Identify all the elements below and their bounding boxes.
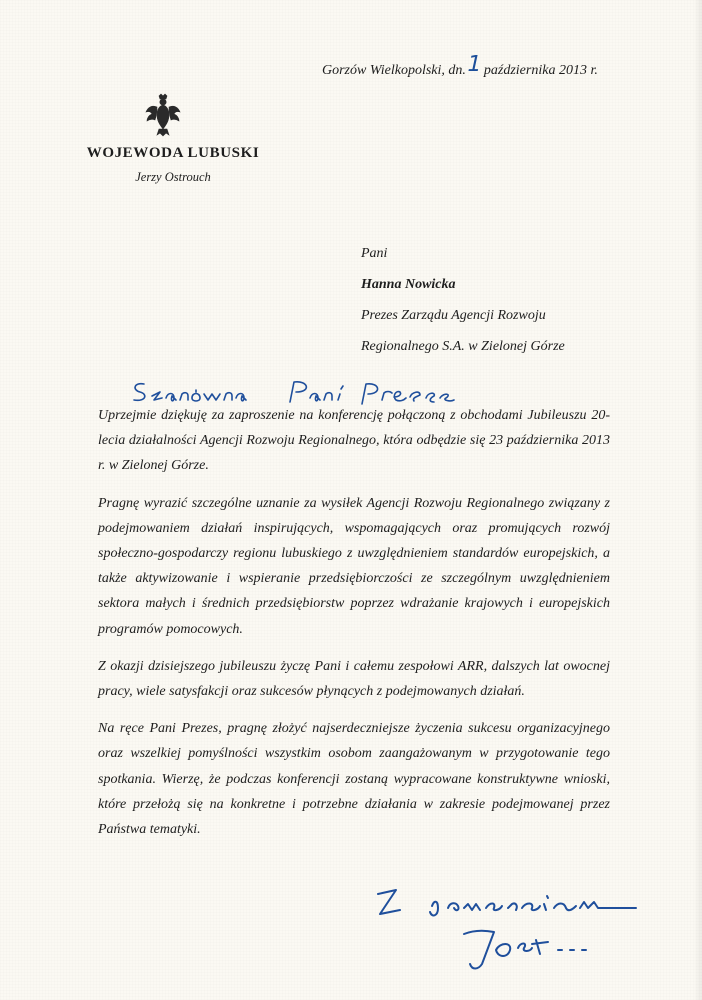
polish-eagle-emblem-icon (145, 93, 181, 137)
recipient-position-line2: Regionalnego S.A. w Zielonej Górze (361, 339, 565, 354)
body-paragraph-3: Z okazji dzisiejszego jubileuszu życzę Pani i całemu zespołowi ARR, dalszych lat owocnej pracy, wiele satysfakcji oraz sukcesów płynących z podejmowanych działań. (98, 658, 610, 700)
recipient-block (361, 246, 565, 370)
handwritten-closing-signature (372, 880, 642, 990)
recipient-salutation-word: Pani (361, 246, 388, 261)
sender-name: Jerzy Ostrouch (135, 170, 211, 184)
recipient-name: Hanna Nowicka (361, 277, 456, 292)
body-paragraph-1: Uprzejmie dziękuję za zaproszenie na konferencję połączoną z obchodami Jubileuszu 20-lecia działalności Agencji Rozwoju Regionalnego, która odbędzie się 23 października 2013 r. w Zielonej Górze. (98, 408, 610, 474)
date-prefix: Gorzów Wielkopolski, dn. (322, 63, 466, 78)
page-edge-shadow (694, 0, 702, 1000)
letter-body (98, 403, 610, 854)
body-paragraph-4: Na ręce Pani Prezes, pragnę złożyć najserdeczniejsze życzenia sukcesu organizacyjnego oraz wszelkiej pomyślności wszystkim osobom zaangażowanym w przygotowanie tego spotkania. Wierzę, że podczas konferencji zostaną wypracowane konstruktywne wnioski, które przełożą się na konkretne i potrzebne działania w zakresie podejmowanej przez Państwa tematyki. (98, 721, 610, 838)
sender-title: WOJEWODA LUBUSKI (86, 145, 260, 161)
date-suffix: października 2013 r. (483, 63, 598, 78)
recipient-position-line1: Prezes Zarządu Agencji Rozwoju (361, 308, 546, 323)
date-day-handwritten: 1 (464, 52, 484, 77)
date-line (322, 52, 642, 79)
body-paragraph-2: Pragnę wyrazić szczególne uznanie za wysiłek Agencji Rozwoju Regionalnego związany z podejmowaniem działań inspirujących, wspomagających oraz promujących rozwój społeczno-gospodarczy regionu lubuskiego z uwzględnieniem standardów europejskich, a także aktywizowanie i wspieranie przedsiębiorczości ze szczególnym uwzględnieniem sektora małych i średnich przedsiębiorstw poprzez wdrażanie krajowych i europejskich programów pomocowych. (98, 495, 610, 637)
